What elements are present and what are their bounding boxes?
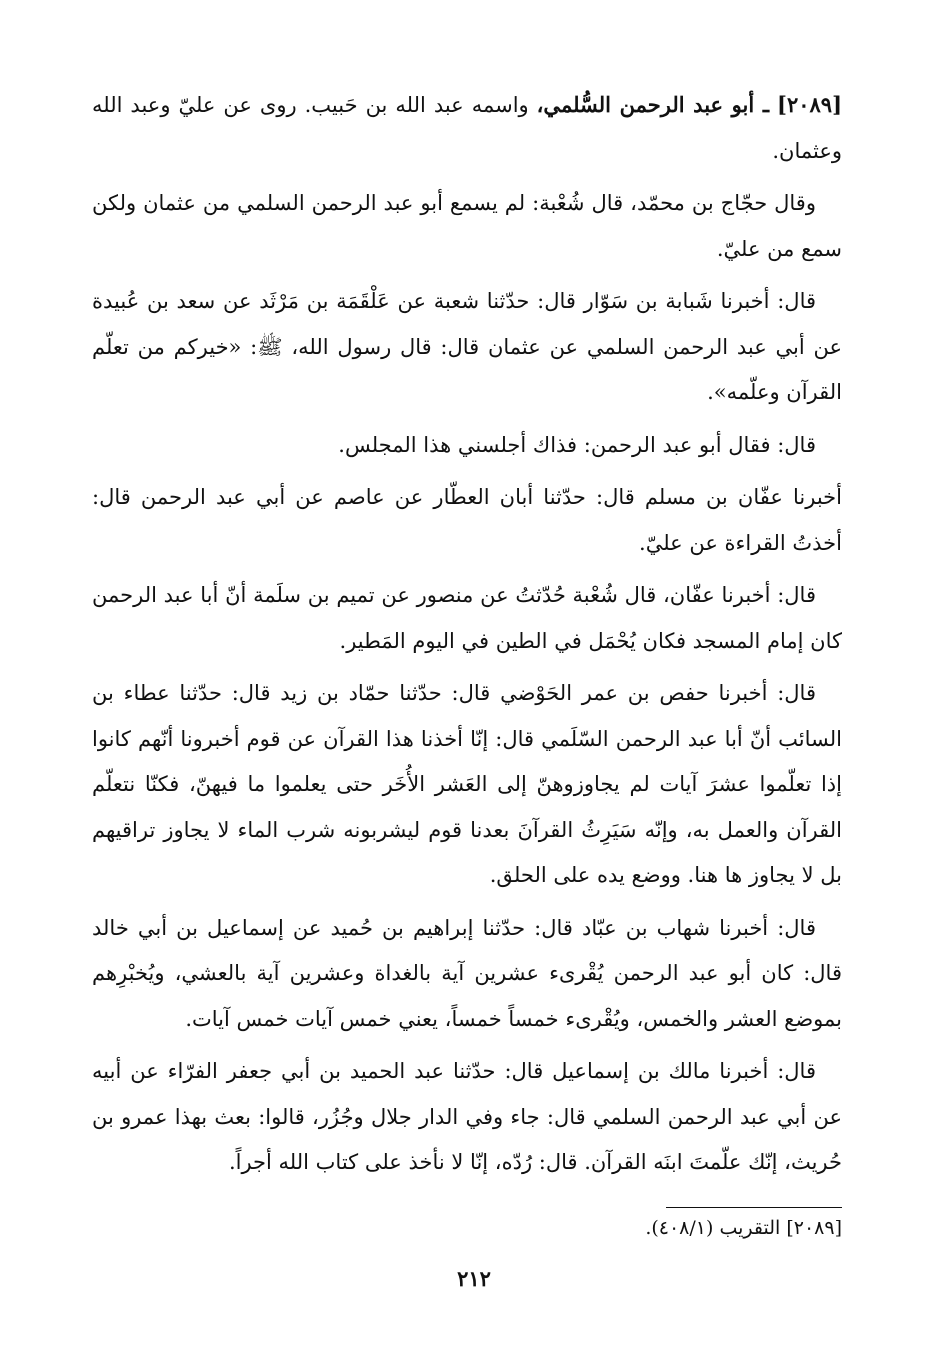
paragraph <box>92 279 842 416</box>
paragraph-text: قال: أخبرنا حفص بن عمر الحَوْضي قال: حدّثنا حمّاد بن زيد قال: حدّثنا عطاء بن السائب أنّ أبا عبد الرحمن السّلَمي قال: إنّا أخذنا هذا القرآن عن قوم أخبرونا أنّهم كانوا إذا تعلّموا عشرَ آيات لم يجاوزوهنّ إلى العَشر الأُخَر حتى يعلموا ما فيهنّ، فكنّا نتعلّم القرآن والعمل به، وإنّه سَيَرِثُ القرآنَ بعدنا قوم ليشربونه شرب الماء لا يجاوز تراقيهم بل لا يجاوز ها هنا. ووضع يده على الحلق. <box>92 681 842 887</box>
entry-intro-text: واسمه عبد الله بن حَبيب. روى عن عليّ وعبد الله وعثمان. <box>92 93 842 163</box>
entry-name: ـ أبو عبد الرحمن السُّلمي، <box>536 92 769 117</box>
paragraph-text: قال: أخبرنا عفّان، قال شُعْبة حُدّثتُ عن منصور عن تميم بن سلَمة أنّ أبا عبد الرحمن كان إمام المسجد فكان يُحْمَل في الطين في اليوم المَطير. <box>92 583 842 653</box>
paragraph <box>92 573 842 664</box>
paragraph <box>92 906 842 1043</box>
page-body <box>92 82 842 1193</box>
paragraph-text: قال: أخبرنا شهاب بن عبّاد قال: حدّثنا إبراهيم بن حُميد عن إسماعيل بن أبي خالد قال: كان أبو عبد الرحمن يُقْرىء عشرين آية بالغداة وعشرين آية بالعشي، ويُخبْرِهم بموضع العشر والخمس، ويُقْرىء خمساً خمساً، يعني خمس آيات خمس آيات. <box>92 915 842 1031</box>
paragraph <box>92 475 842 566</box>
paragraph-text: وقال حجّاج بن محمّد، قال شُعْبة: لم يسمع أبو عبد الرحمن السلمي من عثمان ولكن سمع من عليّ. <box>92 191 842 261</box>
page-number: ٢١٢ <box>457 1266 491 1291</box>
paragraph-text: قال: أخبرنا مالك بن إسماعيل قال: حدّثنا عبد الحميد بن أبي جعفر الفرّاء عن أبيه عن أبي عبد الرحمن السلمي قال: جاء وفي الدار جلال وجُزُر، قالوا: بعث بهذا عمرو بن حُريث، إنّك علّمتَ ابنَه القرآن. قال: رُدّه، إنّا لا نأخذ على كتاب الله أجراً. <box>92 1059 842 1174</box>
paragraph-text: قال: أخبرنا شَبابة بن سَوّار قال: حدّثنا شعبة عن عَلْقَمَة بن مَرْثَد عن سعد بن عُبيدة عن أبي عبد الرحمن السلمي عن عثمان قال: قال رسول الله، ﷺ: «خيركم من تعلّم القرآن وعلّمه». <box>92 289 842 404</box>
paragraph <box>92 423 842 469</box>
paragraph <box>92 671 842 899</box>
paragraph-text: قال: فقال أبو عبد الرحمن: فذاك أجلسني هذا المجلس. <box>338 432 816 457</box>
footnote-divider <box>666 1207 842 1208</box>
paragraph <box>92 181 842 272</box>
footnote: [٢٠٨٩] التقريب (٤٠٨/١). <box>645 1217 842 1239</box>
paragraph <box>92 1049 842 1186</box>
entry-intro <box>92 82 842 174</box>
entry-number: [٢٠٨٩] <box>777 92 842 117</box>
paragraph-text: أخبرنا عفّان بن مسلم قال: حدّثنا أبان العطّار عن عاصم عن أبي عبد الرحمن قال: أخذتُ القراءة عن عليّ. <box>92 485 842 555</box>
